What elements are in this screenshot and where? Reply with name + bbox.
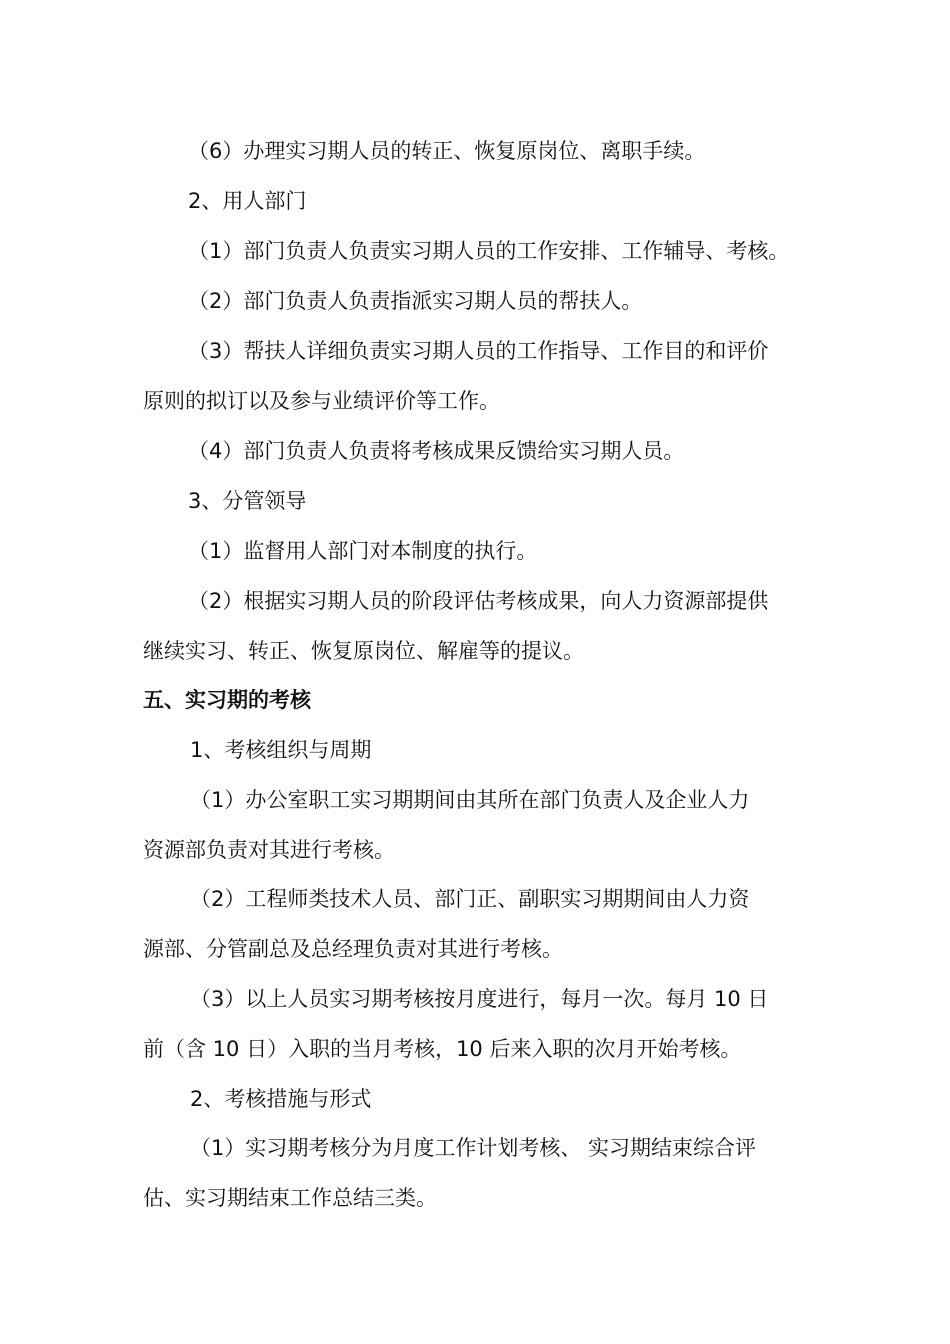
paragraph-line: 估、实习期结束工作总结三类。	[143, 1186, 437, 1210]
paragraph-line: （2）根据实习期人员的阶段评估考核成果，向人力资源部提供	[188, 589, 769, 613]
paragraph-line: （1）办公室职工实习期期间由其所在部门负责人及企业人力	[190, 788, 750, 812]
paragraph-line: 原则的拟订以及参与业绩评价等工作。	[143, 389, 500, 413]
paragraph-line: 资源部负责对其进行考核。	[143, 838, 395, 862]
paragraph-line: 源部、分管副总及总经理负责对其进行考核。	[143, 937, 563, 961]
paragraph-line: （4）部门负责人负责将考核成果反馈给实习期人员。	[188, 439, 685, 463]
section-heading: 五、实习期的考核	[143, 688, 311, 712]
paragraph-line: （1）部门负责人负责实习期人员的工作安排、工作辅导、考核。	[188, 239, 790, 263]
paragraph-line: 继续实习、转正、恢复原岗位、解雇等的提议。	[143, 639, 584, 663]
paragraph-line: （2）工程师类技术人员、部门正、副职实习期期间由人力资	[190, 887, 750, 911]
paragraph-line: （3）以上人员实习期考核按月度进行，每月一次。每月 10 日	[190, 987, 769, 1011]
subsection-heading: 3、分管领导	[188, 489, 307, 513]
paragraph-line: （1）实习期考核分为月度工作计划考核、 实习期结束综合评	[190, 1136, 757, 1160]
paragraph-line: （3）帮扶人详细负责实习期人员的工作指导、工作目的和评价	[188, 339, 769, 363]
paragraph-line: 前（含 10 日）入职的当月考核，10 后来入职的次月开始考核。	[143, 1037, 742, 1061]
subsection-heading: 2、用人部门	[188, 189, 307, 213]
subsection-heading: 1、考核组织与周期	[190, 738, 372, 762]
paragraph-line: （2）部门负责人负责指派实习期人员的帮扶人。	[188, 289, 643, 313]
subsection-heading: 2、考核措施与形式	[190, 1087, 372, 1111]
paragraph-line: （1）监督用人部门对本制度的执行。	[188, 539, 538, 563]
paragraph-line: （6）办理实习期人员的转正、恢复原岗位、离职手续。	[188, 139, 706, 163]
